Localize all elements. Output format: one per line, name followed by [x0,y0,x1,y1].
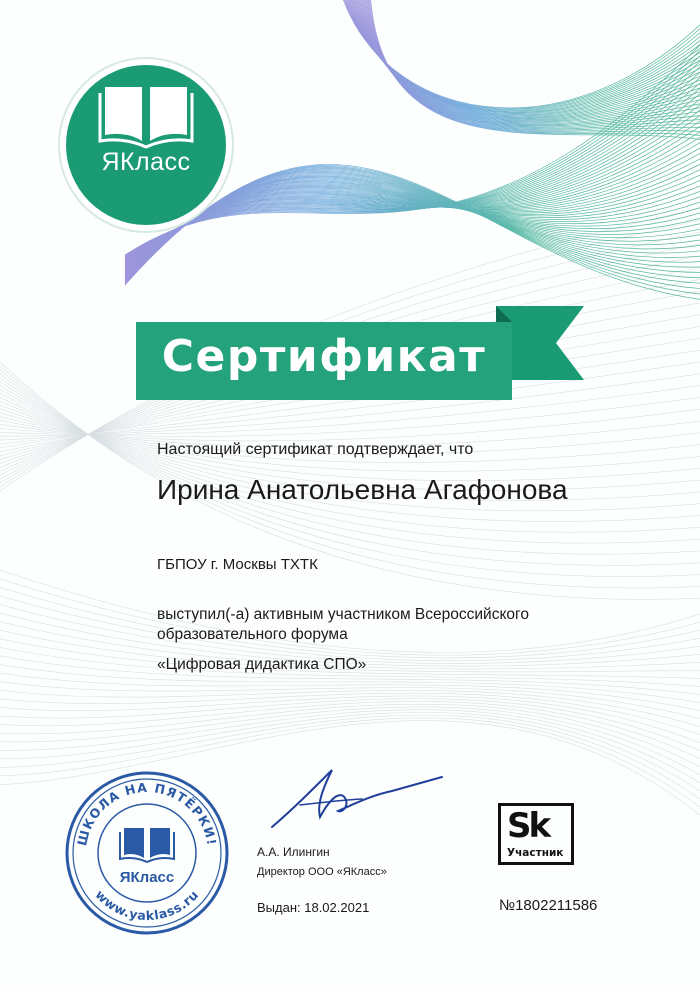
certificate-number: №1802211586 [499,897,598,914]
skolkovo-badge [498,803,574,865]
recipient-name: Ирина Анатольевна Агафонова [157,474,568,505]
director-signature [262,765,447,840]
issue-date: Выдан: 18.02.2021 [257,900,370,915]
guilloche-line [346,0,700,113]
guilloche-line [351,0,700,117]
guilloche-line [342,0,700,110]
guilloche-line [357,0,700,122]
sk-logo: Sk [507,806,549,846]
yaklass-logo [58,57,234,233]
guilloche-line [352,0,700,118]
signatory-name: А.А. Илингин [257,845,330,859]
organization-name: ГБПОУ г. Москвы ТХТК [157,556,318,573]
guilloche-line [345,0,700,112]
confirm-text: Настоящий сертификат подтверждает, что [157,441,474,458]
guilloche-line [343,0,700,110]
guilloche-line [348,0,700,115]
guilloche-line [353,0,700,119]
event-name: «Цифровая дидактика СПО» [157,656,367,673]
guilloche-line [356,0,700,121]
stamp-brand: ЯКласс [119,869,175,886]
stamp-bottom-text: www.yaklass.ru [92,886,202,924]
logo-brand-text: ЯКласс [101,148,191,176]
svg-text:www.yaklass.ru [92,887,201,923]
guilloche-line [359,0,700,123]
guilloche-line [340,0,700,108]
stamp-top-text: ШКОЛА НА ПЯТЁРКИ! [74,779,220,848]
stamp-book-icon [120,828,174,862]
sk-label: Участник [507,847,564,859]
school-stamp [64,770,230,936]
guilloche-line [0,696,700,760]
description-text: выступил(-а) активным участником Всероссийского образовательного форума [157,606,529,643]
certificate-title: Сертификат [161,331,487,382]
signatory-position: Директор ООО «ЯКласс» [257,866,387,878]
